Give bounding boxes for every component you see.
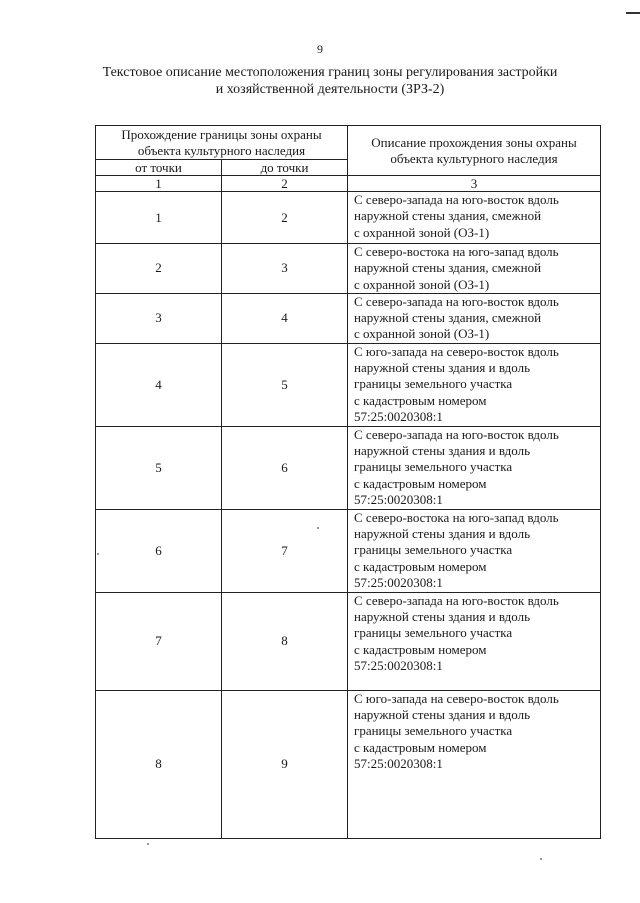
to-point-cell: 8 — [222, 592, 348, 690]
scan-speck — [147, 843, 149, 845]
description-line: 57:25:0020308:1 — [354, 409, 443, 425]
from-point-cell: 6 — [96, 509, 222, 592]
description-line: С северо-запада на юго-восток вдоль — [354, 592, 559, 608]
description-line: наружной стены здания, смежной — [354, 260, 542, 276]
description-line: наружной стены здания и вдоль — [354, 526, 531, 542]
boundary-description-table — [95, 125, 601, 839]
column-number: 3 — [348, 176, 601, 192]
document-title — [60, 64, 600, 98]
to-point-cell: 6 — [222, 426, 348, 509]
to-point-cell: 2 — [222, 192, 348, 244]
to-point-cell: 5 — [222, 343, 348, 426]
description-cell — [348, 690, 601, 838]
from-point-cell: 5 — [96, 426, 222, 509]
description-line: наружной стены здания, смежной — [354, 310, 542, 326]
header-to-point: до точки — [222, 160, 348, 176]
description-cell — [348, 426, 601, 509]
column-number-row — [96, 176, 601, 192]
description-line: границы земельного участка — [354, 459, 513, 475]
from-point-cell: 4 — [96, 343, 222, 426]
table-row — [96, 293, 601, 343]
from-point-cell: 3 — [96, 293, 222, 343]
description-line: границы земельного участка — [354, 625, 513, 641]
to-point-cell: 7 — [222, 509, 348, 592]
table-row — [96, 192, 601, 244]
header-description-cell — [348, 126, 601, 176]
from-point-cell: 8 — [96, 690, 222, 838]
description-line: С северо-запада на юго-восток вдоль — [354, 426, 559, 442]
description-line: с кадастровым номером — [354, 641, 487, 657]
header-passage-cell — [96, 126, 348, 160]
from-point-cell: 2 — [96, 244, 222, 294]
scan-speck — [540, 858, 542, 860]
document-title-line: Текстовое описание местоположения границ зоны регулирования застройки — [102, 65, 558, 80]
description-cell — [348, 244, 601, 294]
description-line: с кадастровым номером — [354, 392, 487, 408]
description-line: наружной стены здания и вдоль — [354, 707, 531, 723]
description-cell — [348, 192, 601, 244]
description-line: с кадастровым номером — [354, 475, 487, 491]
description-line: с охранной зоной (ОЗ-1) — [354, 224, 490, 240]
description-line: с кадастровым номером — [354, 558, 487, 574]
header-passage-line: объекта культурного наследия — [137, 142, 306, 158]
header-passage-line: Прохождение границы зоны охраны — [121, 126, 322, 142]
description-line: с охранной зоной (ОЗ-1) — [354, 276, 490, 292]
to-point-cell: 9 — [222, 690, 348, 838]
description-cell — [348, 592, 601, 690]
description-line: 57:25:0020308:1 — [354, 658, 443, 674]
description-cell — [348, 509, 601, 592]
description-line: границы земельного участка — [354, 723, 513, 739]
column-number: 1 — [96, 176, 222, 192]
description-line: наружной стены здания и вдоль — [354, 443, 531, 459]
description-line: 57:25:0020308:1 — [354, 575, 443, 591]
table-row — [96, 592, 601, 690]
description-line: границы земельного участка — [354, 376, 513, 392]
table-header-row — [96, 126, 601, 160]
scan-speck — [97, 553, 99, 555]
header-description-line: объекта культурного наследия — [390, 150, 558, 166]
header-from-point: от точки — [96, 160, 222, 176]
description-line: с охранной зоной (ОЗ-1) — [354, 326, 490, 342]
description-line: 57:25:0020308:1 — [354, 756, 443, 772]
description-line: 57:25:0020308:1 — [354, 492, 443, 508]
description-line: С северо-запада на юго-восток вдоль — [354, 293, 559, 309]
description-line: границы земельного участка — [354, 542, 513, 558]
page-number: 9 — [317, 42, 323, 56]
description-line: наружной стены здания, смежной — [354, 208, 542, 224]
description-line: С северо-востока на юго-запад вдоль — [354, 244, 559, 259]
description-cell — [348, 343, 601, 426]
scan-speck — [317, 527, 319, 529]
description-line: с кадастровым номером — [354, 739, 487, 755]
from-point-cell: 7 — [96, 592, 222, 690]
scan-edge-mark — [626, 12, 640, 14]
table-row — [96, 690, 601, 838]
table-row — [96, 244, 601, 294]
to-point-cell: 3 — [222, 244, 348, 294]
table-row — [96, 343, 601, 426]
to-point-cell: 4 — [222, 293, 348, 343]
document-title-line: и хозяйственной деятельности (ЗРЗ-2) — [215, 82, 445, 97]
column-number: 2 — [222, 176, 348, 192]
from-point-cell: 1 — [96, 192, 222, 244]
description-line: С северо-востока на юго-запад вдоль — [354, 509, 559, 525]
description-line: С юго-запада на северо-восток вдоль — [354, 343, 559, 359]
description-line: С юго-запада на северо-восток вдоль — [354, 690, 559, 706]
description-line: наружной стены здания и вдоль — [354, 360, 531, 376]
header-description-line: Описание прохождения зоны охраны — [371, 134, 577, 150]
table-row — [96, 426, 601, 509]
table-row — [96, 509, 601, 592]
description-line: С северо-запада на юго-восток вдоль — [354, 192, 559, 207]
description-cell — [348, 293, 601, 343]
description-line: наружной стены здания и вдоль — [354, 609, 531, 625]
